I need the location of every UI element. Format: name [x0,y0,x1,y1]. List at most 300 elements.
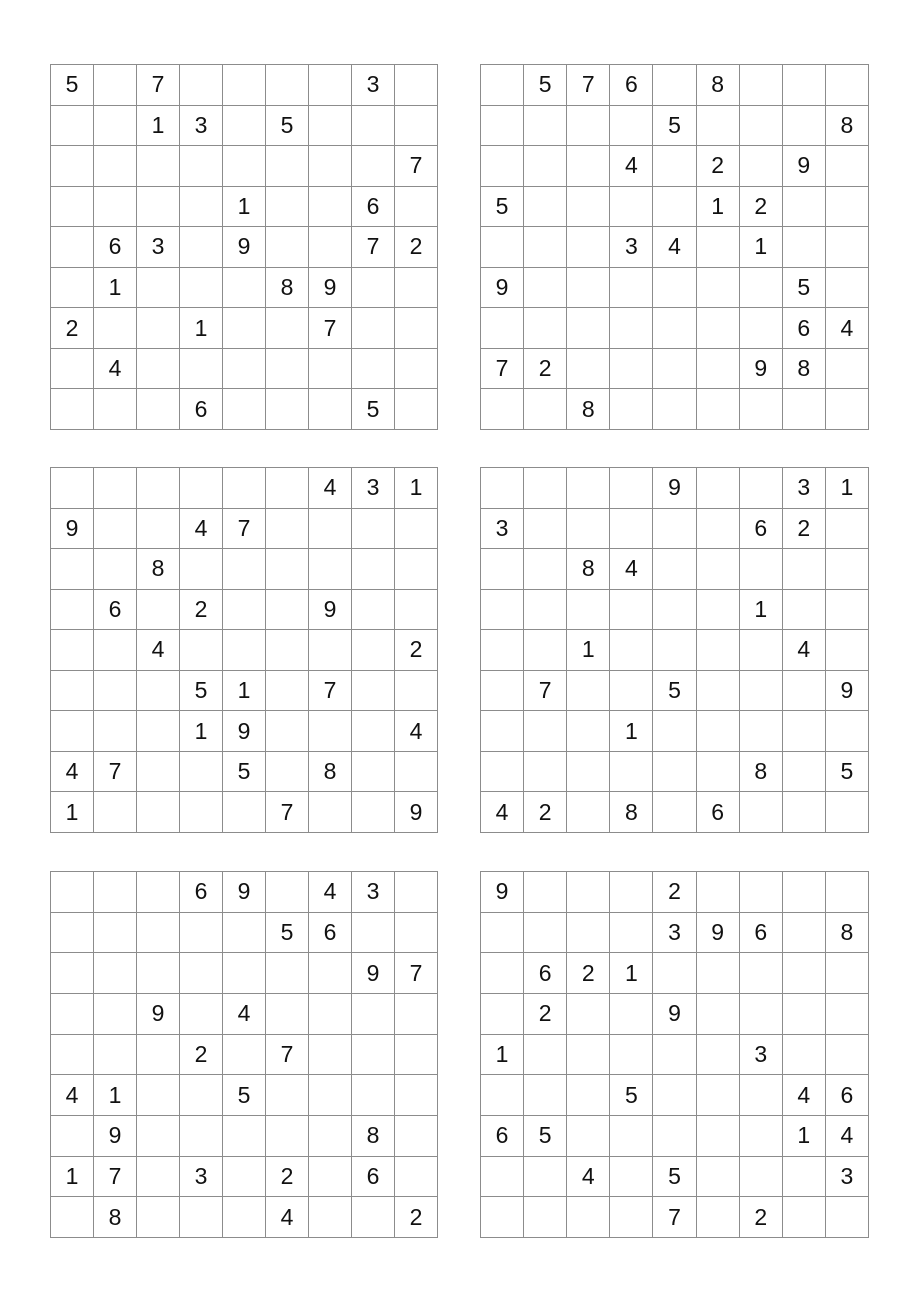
grid-cell [51,912,94,953]
grid-cell [524,1034,567,1075]
grid-cell [223,630,266,671]
grid-cell [696,1034,739,1075]
grid-row [481,792,869,833]
grid-cell [352,670,395,711]
grid-cell [481,1075,524,1116]
grid-cell [352,146,395,187]
grid-row [481,872,869,913]
grid-cell [567,186,610,227]
grid-cell [51,630,94,671]
grid-cell: 6 [782,308,825,349]
grid-cell [395,186,438,227]
grid-cell [94,389,137,430]
grid-cell [309,549,352,590]
grid-cell [180,227,223,268]
grid-cell: 2 [524,792,567,833]
grid-cell [309,348,352,389]
grid-cell [266,751,309,792]
grid-cell [352,308,395,349]
grid-cell [395,308,438,349]
grid-cell [481,670,524,711]
grid-cell [51,953,94,994]
grid-cell [739,389,782,430]
grid-row [51,227,438,268]
grid-cell [395,993,438,1034]
grid-cell: 9 [51,508,94,549]
grid-cell [825,1034,868,1075]
grid-cell [739,146,782,187]
grid-cell [825,389,868,430]
grid-cell [309,508,352,549]
grid-cell [223,589,266,630]
grid-cell: 4 [481,792,524,833]
grid-cell: 1 [180,308,223,349]
grid-cell [696,872,739,913]
grid-cell [395,670,438,711]
grid-cell: 9 [782,146,825,187]
grid-cell: 1 [180,711,223,752]
grid-cell [94,468,137,509]
grid-cell: 8 [94,1197,137,1238]
grid-cell [395,65,438,106]
grid-cell: 4 [395,711,438,752]
grid-cell [395,267,438,308]
grid-cell [782,751,825,792]
grid-cell [51,1034,94,1075]
grid-cell: 5 [782,267,825,308]
grid-cell: 7 [481,348,524,389]
grid-cell [352,792,395,833]
grid-cell [825,953,868,994]
grid-cell [653,711,696,752]
grid-cell [137,267,180,308]
sudoku-puzzle-2 [480,64,869,430]
grid-cell [825,993,868,1034]
grid-row [481,751,869,792]
grid-cell [137,670,180,711]
grid-cell: 5 [223,751,266,792]
grid-cell [481,389,524,430]
grid-cell: 9 [653,993,696,1034]
grid-cell [524,711,567,752]
grid-cell [266,227,309,268]
grid-row [51,630,438,671]
grid-cell [610,105,653,146]
grid-cell: 2 [524,348,567,389]
sudoku-grid [481,65,869,430]
grid-cell [309,1034,352,1075]
grid-cell [653,186,696,227]
grid-row [481,308,869,349]
grid-row [51,146,438,187]
grid-cell: 4 [223,993,266,1034]
grid-cell [696,1156,739,1197]
grid-cell [653,1115,696,1156]
grid-cell [266,953,309,994]
grid-cell [481,308,524,349]
grid-cell [352,508,395,549]
grid-cell [137,1156,180,1197]
grid-cell [782,1156,825,1197]
grid-cell [696,389,739,430]
grid-cell [610,389,653,430]
grid-cell: 7 [137,65,180,106]
grid-cell [524,146,567,187]
grid-cell [610,751,653,792]
grid-cell [567,1115,610,1156]
grid-cell: 4 [825,1115,868,1156]
grid-cell: 5 [610,1075,653,1116]
grid-cell [567,1075,610,1116]
sudoku-grid [481,468,869,833]
grid-row [51,105,438,146]
grid-cell: 4 [51,1075,94,1116]
grid-cell: 1 [137,105,180,146]
grid-cell [739,1075,782,1116]
sudoku-puzzle-6 [480,871,869,1238]
grid-cell [51,589,94,630]
grid-cell: 4 [180,508,223,549]
grid-cell: 2 [524,993,567,1034]
grid-cell [610,1034,653,1075]
grid-cell: 2 [51,308,94,349]
grid-cell: 6 [524,953,567,994]
grid-cell: 8 [825,105,868,146]
grid-cell [610,508,653,549]
grid-cell [481,1197,524,1238]
grid-cell: 9 [137,993,180,1034]
grid-cell: 7 [266,1034,309,1075]
grid-cell [51,227,94,268]
grid-cell [782,872,825,913]
grid-cell: 1 [696,186,739,227]
grid-cell [51,670,94,711]
grid-row [481,912,869,953]
grid-cell [51,105,94,146]
grid-cell: 1 [395,468,438,509]
grid-cell: 6 [610,65,653,106]
grid-cell [610,468,653,509]
grid-cell [567,670,610,711]
grid-row [51,508,438,549]
grid-cell [653,308,696,349]
grid-cell [696,1115,739,1156]
grid-cell [481,549,524,590]
grid-cell: 5 [266,912,309,953]
grid-cell: 9 [223,227,266,268]
grid-cell [524,912,567,953]
grid-cell: 8 [696,65,739,106]
grid-cell [782,1197,825,1238]
grid-cell [309,227,352,268]
grid-cell: 7 [309,308,352,349]
grid-cell [137,186,180,227]
grid-cell [94,308,137,349]
grid-cell [223,146,266,187]
grid-cell [352,549,395,590]
grid-cell [782,993,825,1034]
grid-cell: 7 [94,751,137,792]
grid-cell [524,468,567,509]
grid-row [481,549,869,590]
grid-cell [825,146,868,187]
grid-cell [223,549,266,590]
grid-cell [137,348,180,389]
grid-cell [180,186,223,227]
grid-cell [610,630,653,671]
grid-cell: 2 [395,630,438,671]
grid-row [51,953,438,994]
grid-row [51,1156,438,1197]
grid-row [51,872,438,913]
grid-cell [352,751,395,792]
grid-cell [696,105,739,146]
grid-cell [94,105,137,146]
grid-cell [51,186,94,227]
grid-cell: 3 [180,105,223,146]
grid-cell [180,912,223,953]
grid-cell [266,468,309,509]
grid-cell: 3 [782,468,825,509]
grid-cell [567,227,610,268]
grid-cell [352,993,395,1034]
grid-row [51,1034,438,1075]
grid-row [51,589,438,630]
grid-cell [825,508,868,549]
grid-cell [653,953,696,994]
grid-cell [309,1197,352,1238]
grid-cell [696,468,739,509]
grid-cell [266,508,309,549]
sudoku-grid [51,872,438,1238]
grid-cell: 7 [524,670,567,711]
grid-cell [137,751,180,792]
grid-cell [94,549,137,590]
grid-cell: 1 [94,267,137,308]
grid-cell [739,65,782,106]
grid-cell [223,1115,266,1156]
grid-cell: 8 [266,267,309,308]
grid-cell [94,1034,137,1075]
grid-cell [395,1075,438,1116]
grid-cell [266,872,309,913]
grid-cell [825,589,868,630]
grid-row [481,1156,869,1197]
grid-cell [782,912,825,953]
grid-cell [180,348,223,389]
grid-cell [352,1034,395,1075]
grid-cell [782,1034,825,1075]
grid-cell [266,308,309,349]
grid-cell [352,630,395,671]
grid-cell [567,872,610,913]
grid-cell [653,792,696,833]
grid-cell [481,630,524,671]
grid-row [51,1197,438,1238]
grid-cell: 2 [395,1197,438,1238]
grid-row [51,751,438,792]
grid-cell [266,549,309,590]
grid-row [481,1115,869,1156]
grid-cell: 2 [180,1034,223,1075]
grid-cell [180,993,223,1034]
grid-row [481,267,869,308]
grid-cell [610,993,653,1034]
grid-cell [481,993,524,1034]
grid-cell [51,711,94,752]
grid-cell: 1 [610,711,653,752]
grid-cell: 8 [567,549,610,590]
grid-cell [266,630,309,671]
grid-row [481,670,869,711]
grid-cell [524,508,567,549]
grid-cell [309,993,352,1034]
grid-row [481,186,869,227]
grid-cell [739,711,782,752]
grid-cell: 9 [481,872,524,913]
grid-cell [352,711,395,752]
grid-cell [94,146,137,187]
grid-cell: 3 [352,468,395,509]
grid-cell [395,508,438,549]
grid-cell: 6 [481,1115,524,1156]
grid-cell [782,105,825,146]
grid-cell [51,468,94,509]
grid-cell [137,872,180,913]
grid-cell [223,468,266,509]
grid-cell [94,65,137,106]
grid-cell [180,792,223,833]
grid-cell: 9 [825,670,868,711]
grid-cell [94,872,137,913]
grid-cell [524,105,567,146]
grid-cell [610,348,653,389]
grid-cell [610,308,653,349]
grid-cell: 7 [653,1197,696,1238]
grid-cell: 5 [51,65,94,106]
grid-cell [180,1115,223,1156]
grid-cell: 5 [481,186,524,227]
grid-cell [825,630,868,671]
grid-cell: 3 [352,65,395,106]
grid-row [481,468,869,509]
grid-cell [524,389,567,430]
grid-cell [395,751,438,792]
grid-cell [825,792,868,833]
grid-cell [395,389,438,430]
grid-cell [266,65,309,106]
grid-cell: 8 [782,348,825,389]
grid-cell [223,1156,266,1197]
grid-cell [696,751,739,792]
grid-cell [653,508,696,549]
grid-cell [696,953,739,994]
grid-cell: 5 [524,65,567,106]
grid-row [51,1115,438,1156]
grid-cell [653,751,696,792]
grid-cell [696,508,739,549]
grid-cell: 9 [94,1115,137,1156]
grid-cell: 1 [782,1115,825,1156]
grid-cell: 4 [782,630,825,671]
grid-row [481,227,869,268]
grid-row [481,1075,869,1116]
grid-cell [309,146,352,187]
grid-cell [309,389,352,430]
grid-cell [481,146,524,187]
grid-row [51,912,438,953]
grid-cell [696,227,739,268]
grid-cell [653,65,696,106]
grid-cell: 3 [180,1156,223,1197]
grid-cell: 6 [309,912,352,953]
grid-cell: 3 [825,1156,868,1197]
grid-cell [653,267,696,308]
grid-cell [223,348,266,389]
grid-cell: 6 [825,1075,868,1116]
grid-cell [223,308,266,349]
grid-cell [51,267,94,308]
grid-cell [739,630,782,671]
grid-cell [395,348,438,389]
grid-cell [782,670,825,711]
grid-cell [180,549,223,590]
grid-cell [94,993,137,1034]
grid-cell: 4 [782,1075,825,1116]
grid-cell: 2 [782,508,825,549]
grid-cell: 9 [309,589,352,630]
grid-cell: 9 [696,912,739,953]
grid-cell [223,1197,266,1238]
grid-cell [137,1075,180,1116]
grid-cell [653,589,696,630]
grid-cell [94,912,137,953]
grid-cell [266,1075,309,1116]
grid-row [481,630,869,671]
grid-cell [180,630,223,671]
grid-cell [94,792,137,833]
grid-cell [610,872,653,913]
grid-cell: 2 [567,953,610,994]
grid-cell [739,792,782,833]
grid-cell: 5 [352,389,395,430]
grid-cell [51,146,94,187]
grid-cell: 1 [51,792,94,833]
grid-cell [395,1034,438,1075]
grid-cell [266,389,309,430]
grid-cell [524,1197,567,1238]
grid-cell: 9 [395,792,438,833]
grid-row [51,65,438,106]
grid-cell: 2 [739,1197,782,1238]
grid-cell [395,872,438,913]
grid-cell [352,1197,395,1238]
grid-row [481,348,869,389]
grid-cell [395,1156,438,1197]
grid-cell [567,1034,610,1075]
grid-cell [223,953,266,994]
grid-cell [524,1075,567,1116]
grid-cell: 8 [610,792,653,833]
grid-cell: 9 [223,711,266,752]
grid-cell [309,1156,352,1197]
grid-cell [137,792,180,833]
grid-cell [51,993,94,1034]
grid-cell: 7 [309,670,352,711]
grid-cell [739,468,782,509]
grid-cell [180,65,223,106]
grid-cell [567,711,610,752]
